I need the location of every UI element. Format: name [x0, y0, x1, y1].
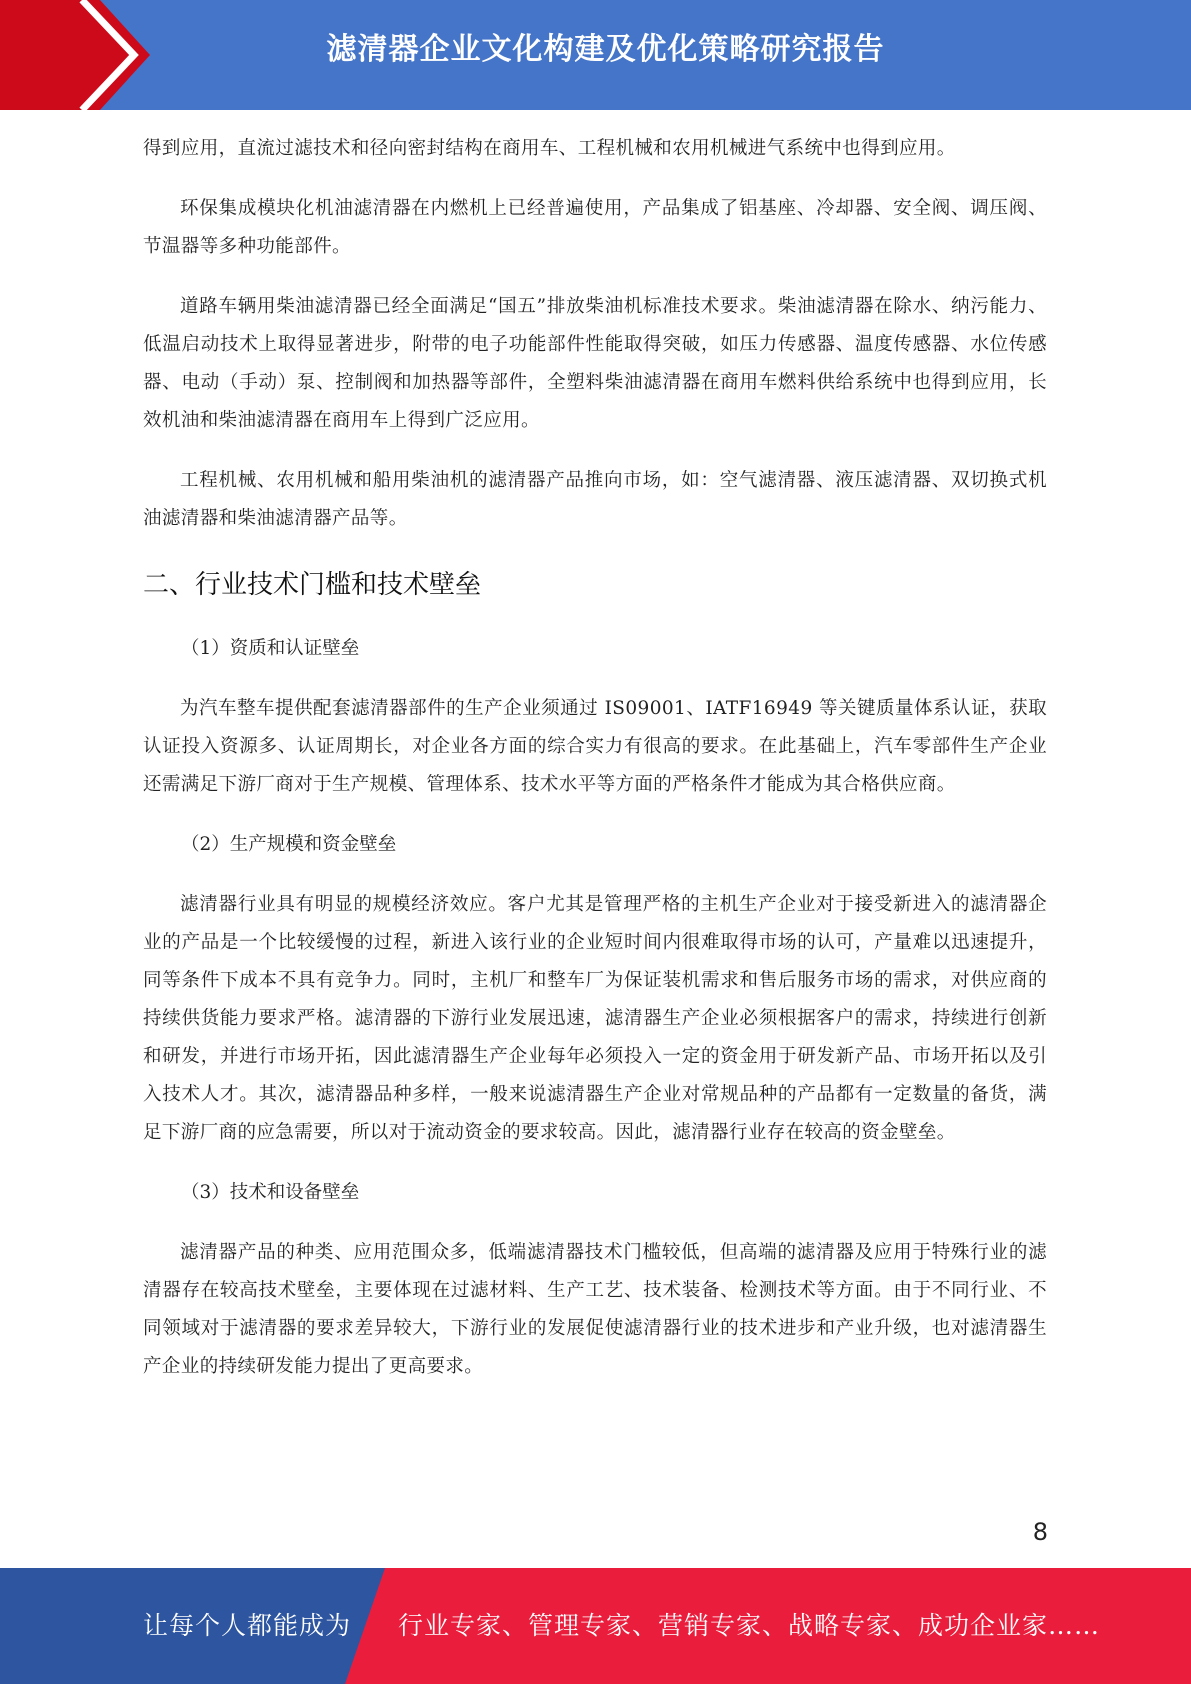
paragraph-5: 为汽车整车提供配套滤清器部件的生产企业须通过 IS09001、IATF16949 等关键质量体系认证，获取认证投入资源多、认证周期长，对企业各方面的综合实力有很高的要求。在此基础上，汽车零部件生产企业还需满足下游厂商对于生产规模、管理体系、技术水平等方面的严格条件才能成为其合格供应商。: [143, 698, 1047, 795]
paragraph-1: 得到应用，直流过滤技术和径向密封结构在商用车、工程机械和农用机械进气系统中也得到应用。: [143, 138, 956, 159]
document-title: 滤清器企业文化构建及优化策略研究报告: [326, 32, 885, 67]
page-header: [0, 0, 1191, 110]
paragraph-3: 道路车辆用柴油滤清器已经全面满足“国五”排放柴油机标准技术要求。柴油滤清器在除水、纳污能力、低温启动技术上取得显著进步，附带的电子功能部件性能取得突破，如压力传感器、温度传感器、水位传感器、电动（手动）泵、控制阀和加热器等部件，全塑料柴油滤清器在商用车燃料供给系统中也得到应用，长效机油和柴油滤清器在商用车上得到广泛应用。: [143, 296, 1047, 431]
page-number: 8: [1032, 1518, 1048, 1546]
subheading-qualification: （1）资质和认证壁垒: [181, 638, 360, 659]
paragraph-2: 环保集成模块化机油滤清器在内燃机上已经普遍使用，产品集成了铝基座、冷却器、安全阀、调压阀、节温器等多种功能部件。: [143, 198, 1047, 257]
paragraph-4: 工程机械、农用机械和船用柴油机的滤清器产品推向市场，如：空气滤清器、液压滤清器、双切换式机油滤清器和柴油滤清器产品等。: [143, 470, 1047, 529]
page-footer: [0, 1568, 1191, 1684]
paragraph-6: 滤清器行业具有明显的规模经济效应。客户尤其是管理严格的主机生产企业对于接受新进入的滤清器企业的产品是一个比较缓慢的过程，新进入该行业的企业短时间内很难取得市场的认可，产量难以迅速提升，同等条件下成本不具有竞争力。同时，主机厂和整车厂为保证装机需求和售后服务市场的需求，对供应商的持续供货能力要求严格。滤清器的下游行业发展迅速，滤清器生产企业必须根据客户的需求，持续进行创新和研发，并进行市场开拓，因此滤清器生产企业每年必须投入一定的资金用于研发新产品、市场开拓以及引入技术人才。其次，滤清器品种多样，一般来说滤清器生产企业对常规品种的产品都有一定数量的备货，满足下游厂商的应急需要，所以对于流动资金的要求较高。因此，滤清器行业存在较高的资金壁垒。: [143, 894, 1047, 1143]
section-heading: 二、行业技术门槛和技术壁垒: [143, 570, 482, 600]
main-content: [143, 130, 1047, 1408]
footer-slogan-left: 让每个人都能成为: [143, 1611, 352, 1640]
subheading-scale-capital: （2）生产规模和资金壁垒: [181, 834, 397, 855]
paragraph-7: 滤清器产品的种类、应用范围众多，低端滤清器技术门槛较低，但高端的滤清器及应用于特殊行业的滤清器存在较高技术壁垒，主要体现在过滤材料、生产工艺、技术装备、检测技术等方面。由于不同行业、不同领域对于滤清器的要求差异较大，下游行业的发展促使滤清器行业的技术进步和产业升级，也对滤清器生产企业的持续研发能力提出了更高要求。: [143, 1242, 1047, 1377]
subheading-technology-equipment: （3）技术和设备壁垒: [181, 1182, 360, 1203]
footer-slogan-right: 行业专家、管理专家、营销专家、战略专家、成功企业家……: [398, 1611, 1101, 1640]
